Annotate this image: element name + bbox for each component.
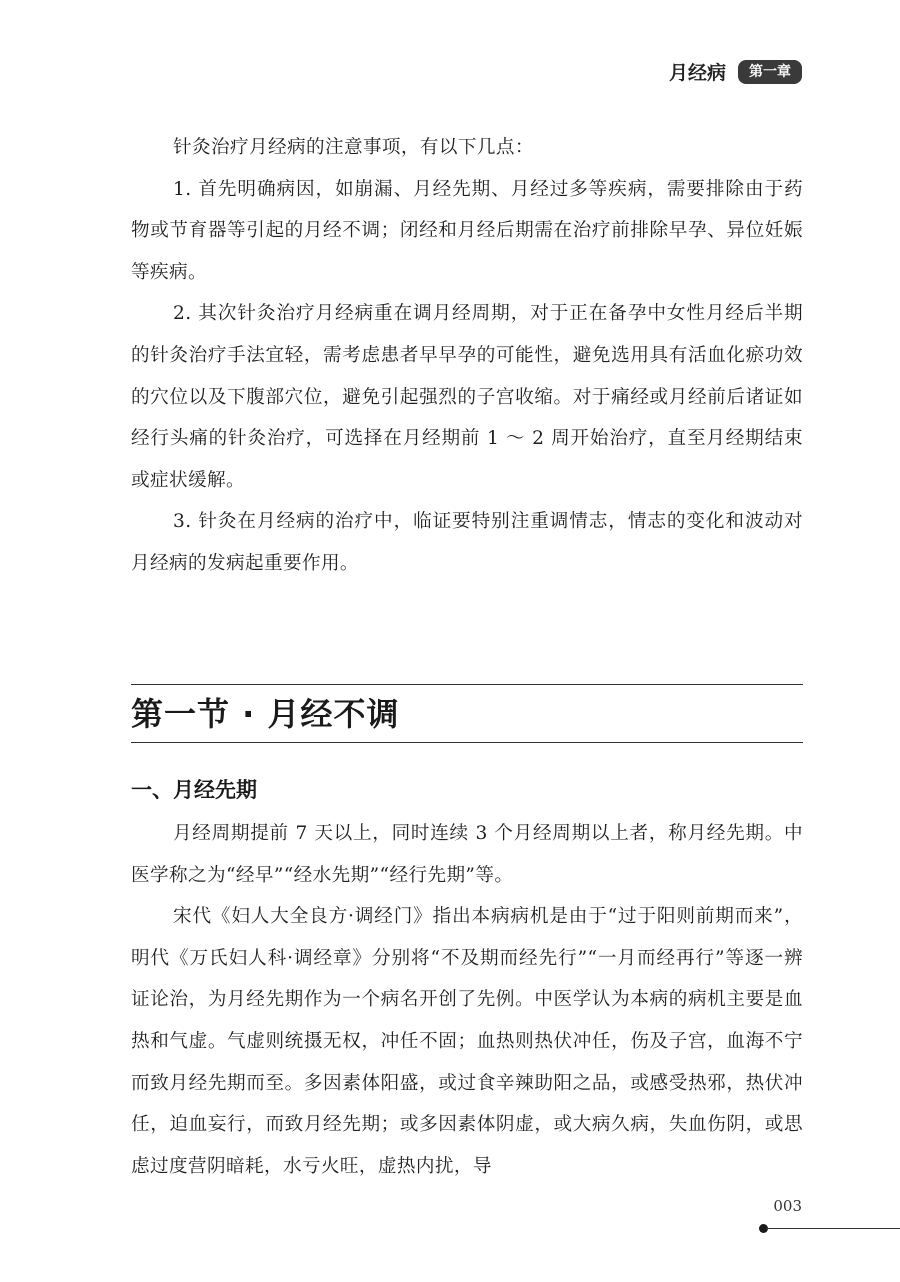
intro-paragraph: 2. 其次针灸治疗月经病重在调月经周期，对于正在备孕中女性月经后半期的针灸治疗手法宜轻，需考虑患者早早孕的可能性，避免选用具有活血化瘀功效的穴位以及下腹部穴位，避免引起强烈的子宫收缩。对于痛经或月经前后诸证如经行头痛的针灸治疗，可选择在月经期前 1 ～ 2 周开始治疗，直至月经期结束或症状缓解。 bbox=[131, 303, 803, 491]
section-rule-bottom bbox=[131, 742, 803, 743]
subsection-title: 一、月经先期 bbox=[131, 778, 257, 802]
chapter-badge: 第一章 bbox=[738, 60, 802, 84]
intro-paragraph: 1. 首先明确病因，如崩漏、月经先期、月经过多等疾病，需要排除由于药物或节育器等引起的月经不调；闭经和月经后期需在治疗前排除早孕、异位妊娠等疾病。 bbox=[131, 178, 803, 283]
subsection-paragraph: 宋代《妇人大全良方·调经门》指出本病病机是由于“过于阳则前期而来”，明代《万氏妇人科·调经章》分别将“不及期而经先行”“一月而经再行”等逐一辨证论治，为月经先期作为一个病名开创了先例。中医学认为本病的病机主要是血热和气虚。气虚则统摄无权，冲任不固；血热则热伏冲任，伤及子宫，血海不宁而致月经先期而至。多因素体阳盛，或过食辛辣助阳之品，或感受热邪，热伏冲任，迫血妄行，而致月经先期；或多因素体阴虚，或大病久病，失血伤阴，或思虑过度营阴暗耗，水亏火旺，虚热内扰，导 bbox=[131, 906, 803, 1177]
subsection-paragraph: 月经周期提前 7 天以上，同时连续 3 个月经周期以上者，称月经先期。中医学称之为“经早”“经水先期”“经行先期”等。 bbox=[131, 823, 803, 886]
page-number: 003 bbox=[773, 1197, 802, 1215]
running-header-title: 月经病 bbox=[668, 62, 726, 84]
footer-line bbox=[766, 1228, 900, 1229]
subsection-text-block bbox=[131, 813, 803, 1187]
section-rule-top bbox=[131, 684, 803, 685]
intro-text-block bbox=[131, 127, 803, 585]
intro-paragraph: 3. 针灸在月经病的治疗中，临证要特别注重调情志，情志的变化和波动对月经病的发病起重要作用。 bbox=[131, 511, 803, 574]
intro-paragraph: 针灸治疗月经病的注意事项，有以下几点： bbox=[173, 137, 534, 158]
running-header bbox=[669, 58, 802, 85]
section-title: 第一节 · 月经不调 bbox=[131, 695, 400, 733]
